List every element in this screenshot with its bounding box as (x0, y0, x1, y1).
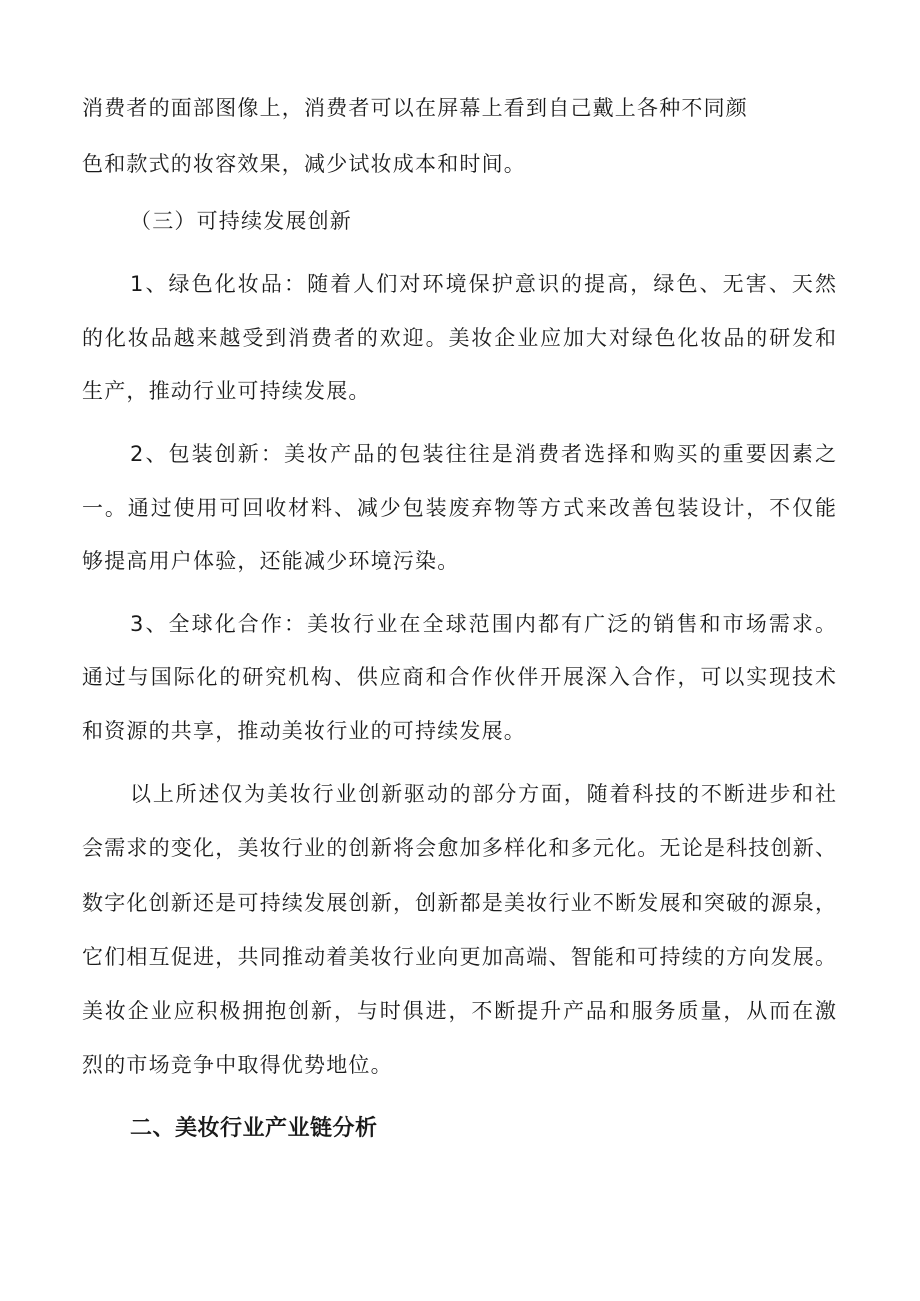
paragraph-line: 一。通过使用可回收材料、减少包装废弃物等方式来改善包装设计，不仅能 (82, 496, 836, 520)
subsection-heading: （三）可持续发展创新 (130, 209, 352, 233)
paragraph-line: 1、绿色化妆品：随着人们对环境保护意识的提高，绿色、无害、天然 (130, 272, 836, 296)
paragraph-line: 它们相互促进，共同推动着美妆行业向更加高端、智能和可持续的方向发展。 (82, 945, 836, 969)
paragraph-line: 3、全球化合作：美妆行业在全球范围内都有广泛的销售和市场需求。 (130, 612, 836, 636)
paragraph-line: 2、包装创新：美妆产品的包装往往是消费者选择和购买的重要因素之 (130, 442, 836, 466)
paragraph-line: 美妆企业应积极拥抱创新，与时俱进，不断提升产品和服务质量，从而在激 (82, 999, 836, 1023)
paragraph-line: 数字化创新还是可持续发展创新，创新都是美妆行业不断发展和突破的源泉， (82, 891, 836, 915)
paragraph-line: 以上所述仅为美妆行业创新驱动的部分方面，随着科技的不断进步和社 (130, 782, 836, 806)
paragraph-line: 消费者的面部图像上，消费者可以在屏幕上看到自己戴上各种不同颜 (82, 96, 748, 120)
paragraph-line: 生产，推动行业可持续发展。 (82, 379, 371, 403)
paragraph-line: 的化妆品越来越受到消费者的欢迎。美妆企业应加大对绿色化妆品的研发和 (82, 326, 836, 350)
paragraph-line: 色和款式的妆容效果，减少试妆成本和时间。 (82, 152, 526, 176)
paragraph-line: 和资源的共享，推动美妆行业的可持续发展。 (82, 719, 526, 743)
paragraph-line: 会需求的变化，美妆行业的创新将会愈加多样化和多元化。无论是科技创新、 (82, 836, 836, 860)
paragraph-line: 烈的市场竞争中取得优势地位。 (82, 1053, 393, 1077)
paragraph-line: 通过与国际化的研究机构、供应商和合作伙伴开展深入合作，可以实现技术 (82, 665, 836, 689)
paragraph-line: 够提高用户体验，还能减少环境污染。 (82, 549, 460, 573)
section-heading: 二、美妆行业产业链分析 (130, 1116, 378, 1141)
